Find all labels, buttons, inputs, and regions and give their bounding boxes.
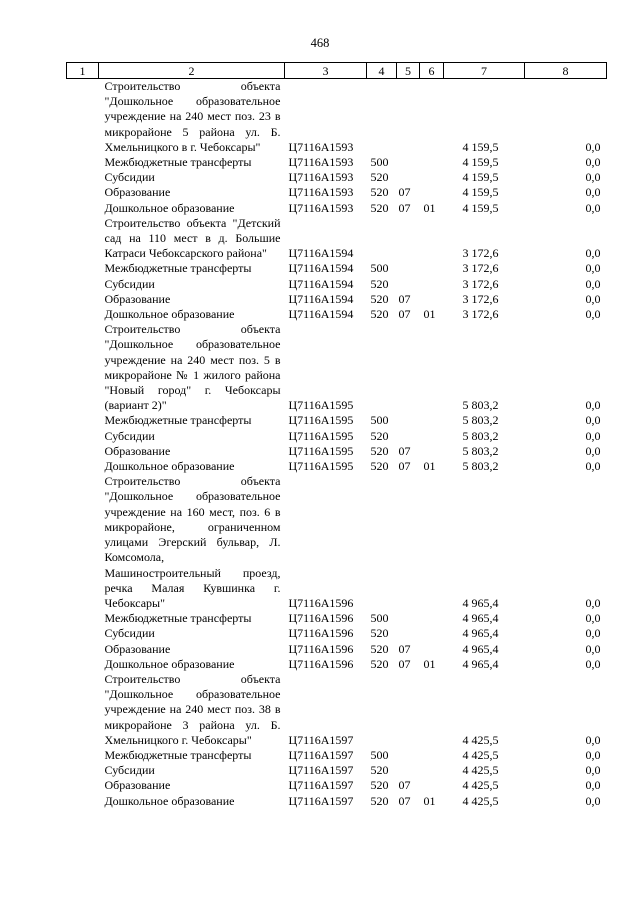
- cell-section: 07: [398, 185, 411, 200]
- cell-amount: 4 159,5: [462, 200, 499, 215]
- cell-name: Образование: [104, 185, 171, 200]
- cell-name: Субсидии: [104, 428, 155, 443]
- cell-subsection: [420, 261, 444, 276]
- cell-expense-group: [367, 322, 397, 413]
- cell-name: Строительство объекта "Детский сад на 110 мест в д. Большие Катраси Чебоксарского района": [104, 215, 281, 261]
- cell-subsection: 01: [423, 793, 436, 808]
- cell-amount: 3 172,6: [462, 276, 499, 291]
- cell-expense-group: 520: [370, 778, 389, 793]
- cell-target-article: Ц7116А1596: [288, 626, 354, 641]
- column-header-1: 1: [67, 63, 99, 79]
- cell-expense-group: 520: [370, 170, 389, 185]
- cell-section: [397, 261, 420, 276]
- table-row: [67, 794, 607, 809]
- cell-target-article: Ц7116А1594: [288, 291, 354, 306]
- cell-section: [397, 626, 420, 641]
- cell-target-article: Ц7116А1596: [288, 656, 354, 671]
- cell-amount: 4 965,4: [462, 611, 499, 626]
- cell-section: 07: [398, 641, 411, 656]
- cell-target-article: Ц7116А1595: [288, 413, 354, 428]
- budget-table: [66, 62, 607, 809]
- cell-num: [67, 657, 99, 672]
- cell-subsection: [420, 155, 444, 170]
- cell-num: [67, 794, 99, 809]
- cell-num: [67, 413, 99, 428]
- cell-amount-2: 0,0: [585, 459, 601, 474]
- cell-subsection: [420, 444, 444, 459]
- cell-amount-2: 0,0: [585, 641, 601, 656]
- cell-expense-group: 520: [370, 656, 389, 671]
- cell-expense-group: 520: [370, 626, 389, 641]
- cell-section: [397, 748, 420, 763]
- cell-name: Дошкольное образование: [104, 200, 235, 215]
- cell-name: Межбюджетные трансферты: [104, 747, 252, 762]
- cell-expense-group: [367, 216, 397, 262]
- cell-expense-group: 520: [370, 459, 389, 474]
- cell-amount: 5 803,2: [462, 443, 499, 458]
- cell-target-article: Ц7116А1595: [288, 443, 354, 458]
- cell-amount-2: 0,0: [585, 778, 601, 793]
- cell-amount: 4 425,5: [462, 732, 499, 747]
- cell-section: 07: [398, 793, 411, 808]
- cell-subsection: 01: [423, 459, 436, 474]
- table-row: [67, 170, 607, 185]
- cell-amount: 4 159,5: [462, 170, 499, 185]
- cell-amount-2: 0,0: [585, 763, 601, 778]
- cell-amount: 4 425,5: [462, 778, 499, 793]
- cell-amount: 5 803,2: [462, 459, 499, 474]
- cell-subsection: [420, 79, 444, 156]
- cell-amount-2: 0,0: [585, 155, 601, 170]
- cell-amount-2: 0,0: [585, 200, 601, 215]
- cell-num: [67, 155, 99, 170]
- cell-section: [397, 277, 420, 292]
- cell-section: [397, 611, 420, 626]
- table-row: [67, 429, 607, 444]
- cell-num: [67, 444, 99, 459]
- cell-subsection: 01: [423, 200, 436, 215]
- cell-amount-2: 0,0: [585, 732, 601, 747]
- cell-section: 07: [398, 291, 411, 306]
- cell-expense-group: 500: [370, 261, 389, 276]
- table-row: [67, 642, 607, 657]
- cell-target-article: Ц7116А1593: [288, 155, 354, 170]
- table-row: [67, 201, 607, 216]
- table-row: [67, 626, 607, 641]
- cell-num: [67, 79, 99, 156]
- table-row: [67, 763, 607, 778]
- cell-expense-group: 500: [370, 155, 389, 170]
- cell-num: [67, 626, 99, 641]
- column-header-2: 2: [99, 63, 285, 79]
- column-header-4: 4: [367, 63, 397, 79]
- column-header-3: 3: [285, 63, 367, 79]
- cell-subsection: 01: [423, 307, 436, 322]
- cell-expense-group: 500: [370, 413, 389, 428]
- cell-name: Субсидии: [104, 170, 155, 185]
- cell-num: [67, 748, 99, 763]
- cell-amount-2: 0,0: [585, 276, 601, 291]
- cell-name: Межбюджетные трансферты: [104, 413, 252, 428]
- cell-target-article: Ц7116А1596: [288, 611, 354, 626]
- cell-amount-2: 0,0: [585, 398, 601, 413]
- cell-amount: 5 803,2: [462, 428, 499, 443]
- cell-amount-2: 0,0: [585, 611, 601, 626]
- cell-amount: 4 965,4: [462, 656, 499, 671]
- header-row: [67, 63, 607, 79]
- cell-expense-group: 520: [370, 307, 389, 322]
- cell-target-article: Ц7116А1595: [288, 459, 354, 474]
- table-row: [67, 216, 607, 262]
- cell-name: Дошкольное образование: [104, 656, 235, 671]
- cell-num: [67, 459, 99, 474]
- table-row: [67, 657, 607, 672]
- cell-name: Строительство объекта "Дошкольное образовательное учреждение на 160 мест, поз. 6 в микрорайоне, ограниченном улицами Эгерский бульвар, Л. Комсомола, Машиностроительный проезд, речка Малая Кувшинка г. Чебоксары": [104, 474, 281, 610]
- cell-target-article: Ц7116А1595: [288, 428, 354, 443]
- cell-section: [397, 413, 420, 428]
- cell-num: [67, 763, 99, 778]
- table-row: [67, 778, 607, 793]
- cell-subsection: [420, 185, 444, 200]
- cell-amount-2: 0,0: [585, 413, 601, 428]
- cell-name: Дошкольное образование: [104, 459, 235, 474]
- cell-section: 07: [398, 200, 411, 215]
- cell-expense-group: [367, 474, 397, 611]
- cell-name: Межбюджетные трансферты: [104, 261, 252, 276]
- cell-amount-2: 0,0: [585, 139, 601, 154]
- cell-section: [397, 429, 420, 444]
- cell-name: Субсидии: [104, 763, 155, 778]
- cell-target-article: Ц7116А1594: [288, 246, 354, 261]
- cell-subsection: [420, 642, 444, 657]
- cell-subsection: [420, 429, 444, 444]
- cell-amount-2: 0,0: [585, 595, 601, 610]
- table-row: [67, 261, 607, 276]
- table-row: [67, 155, 607, 170]
- cell-expense-group: 520: [370, 641, 389, 656]
- column-header-8: 8: [525, 63, 607, 79]
- column-header-7: 7: [444, 63, 525, 79]
- cell-amount: 4 965,4: [462, 595, 499, 610]
- cell-expense-group: [367, 672, 397, 748]
- cell-target-article: Ц7116А1597: [288, 763, 354, 778]
- cell-amount-2: 0,0: [585, 428, 601, 443]
- cell-num: [67, 261, 99, 276]
- cell-target-article: Ц7116А1594: [288, 261, 354, 276]
- cell-name: Межбюджетные трансферты: [104, 611, 252, 626]
- cell-amount: 4 425,5: [462, 747, 499, 762]
- cell-amount: 3 172,6: [462, 246, 499, 261]
- table-row: [67, 79, 607, 156]
- cell-num: [67, 292, 99, 307]
- cell-expense-group: 520: [370, 428, 389, 443]
- cell-target-article: Ц7116А1593: [288, 139, 354, 154]
- cell-amount-2: 0,0: [585, 443, 601, 458]
- cell-target-article: Ц7116А1593: [288, 170, 354, 185]
- cell-subsection: [420, 277, 444, 292]
- cell-subsection: [420, 292, 444, 307]
- cell-num: [67, 672, 99, 748]
- cell-target-article: Ц7116А1597: [288, 732, 354, 747]
- cell-name: Дошкольное образование: [104, 307, 235, 322]
- cell-num: [67, 307, 99, 322]
- table-row: [67, 474, 607, 611]
- cell-name: Межбюджетные трансферты: [104, 155, 252, 170]
- cell-amount-2: 0,0: [585, 747, 601, 762]
- cell-amount: 4 159,5: [462, 185, 499, 200]
- cell-target-article: Ц7116А1594: [288, 276, 354, 291]
- cell-amount: 3 172,6: [462, 291, 499, 306]
- table-row: [67, 444, 607, 459]
- cell-amount: 4 425,5: [462, 793, 499, 808]
- cell-amount-2: 0,0: [585, 626, 601, 641]
- cell-amount: 5 803,2: [462, 413, 499, 428]
- cell-section: [397, 79, 420, 156]
- cell-expense-group: 500: [370, 611, 389, 626]
- cell-subsection: [420, 763, 444, 778]
- table-row: [67, 413, 607, 428]
- cell-amount: 3 172,6: [462, 307, 499, 322]
- cell-expense-group: 520: [370, 443, 389, 458]
- cell-target-article: Ц7116А1597: [288, 747, 354, 762]
- cell-subsection: 01: [423, 656, 436, 671]
- cell-target-article: Ц7116А1596: [288, 641, 354, 656]
- cell-target-article: Ц7116А1593: [288, 200, 354, 215]
- cell-section: [397, 672, 420, 748]
- cell-section: 07: [398, 307, 411, 322]
- cell-subsection: [420, 778, 444, 793]
- table-row: [67, 292, 607, 307]
- table-row: [67, 672, 607, 748]
- cell-amount-2: 0,0: [585, 291, 601, 306]
- cell-amount-2: 0,0: [585, 261, 601, 276]
- cell-subsection: [420, 170, 444, 185]
- column-header-6: 6: [420, 63, 444, 79]
- cell-target-article: Ц7116А1596: [288, 595, 354, 610]
- cell-section: 07: [398, 459, 411, 474]
- cell-amount-2: 0,0: [585, 307, 601, 322]
- cell-subsection: [420, 474, 444, 611]
- cell-target-article: Ц7116А1594: [288, 307, 354, 322]
- cell-name: Строительство объекта "Дошкольное образовательное учреждение на 240 мест поз. 38 в микрорайоне 3 района ул. Б. Хмельницкого г. Чебоксары": [104, 671, 281, 747]
- cell-num: [67, 429, 99, 444]
- cell-amount: 3 172,6: [462, 261, 499, 276]
- cell-num: [67, 201, 99, 216]
- cell-subsection: [420, 672, 444, 748]
- cell-num: [67, 216, 99, 262]
- cell-target-article: Ц7116А1597: [288, 778, 354, 793]
- cell-amount-2: 0,0: [585, 793, 601, 808]
- page-number: 468: [310, 36, 330, 50]
- table-row: [67, 185, 607, 200]
- cell-section: [397, 322, 420, 413]
- cell-subsection: [420, 748, 444, 763]
- cell-amount: 4 425,5: [462, 763, 499, 778]
- cell-section: [397, 170, 420, 185]
- cell-name: Субсидии: [104, 276, 155, 291]
- cell-expense-group: 520: [370, 763, 389, 778]
- cell-name: Строительство объекта "Дошкольное образовательное учреждение на 240 мест поз. 23 в микрорайоне 5 района ул. Б. Хмельницкого в г. Чебоксары": [104, 79, 281, 154]
- cell-section: 07: [398, 778, 411, 793]
- cell-amount: 4 965,4: [462, 641, 499, 656]
- cell-section: [397, 155, 420, 170]
- table-header: [67, 63, 607, 79]
- cell-target-article: Ц7116А1595: [288, 398, 354, 413]
- cell-num: [67, 185, 99, 200]
- cell-section: [397, 216, 420, 262]
- cell-amount-2: 0,0: [585, 246, 601, 261]
- table-row: [67, 307, 607, 322]
- cell-expense-group: 520: [370, 793, 389, 808]
- cell-num: [67, 778, 99, 793]
- cell-section: [397, 763, 420, 778]
- cell-amount: 4 159,5: [462, 139, 499, 154]
- cell-expense-group: 500: [370, 747, 389, 762]
- cell-section: [397, 474, 420, 611]
- cell-name: Образование: [104, 443, 171, 458]
- cell-subsection: [420, 626, 444, 641]
- cell-name: Субсидии: [104, 626, 155, 641]
- cell-section: 07: [398, 443, 411, 458]
- cell-name: Образование: [104, 291, 171, 306]
- cell-num: [67, 474, 99, 611]
- table-row: [67, 277, 607, 292]
- cell-num: [67, 170, 99, 185]
- cell-num: [67, 277, 99, 292]
- cell-name: Образование: [104, 641, 171, 656]
- cell-target-article: Ц7116А1593: [288, 185, 354, 200]
- cell-expense-group: 520: [370, 185, 389, 200]
- table-body: [67, 79, 607, 809]
- cell-expense-group: 520: [370, 200, 389, 215]
- cell-subsection: [420, 611, 444, 626]
- cell-num: [67, 642, 99, 657]
- cell-amount: 4 159,5: [462, 155, 499, 170]
- cell-amount-2: 0,0: [585, 170, 601, 185]
- table-row: [67, 459, 607, 474]
- cell-num: [67, 611, 99, 626]
- cell-amount-2: 0,0: [585, 185, 601, 200]
- cell-amount-2: 0,0: [585, 656, 601, 671]
- cell-name: Образование: [104, 778, 171, 793]
- table-row: [67, 748, 607, 763]
- cell-name: Дошкольное образование: [104, 793, 235, 808]
- cell-target-article: Ц7116А1597: [288, 793, 354, 808]
- table-row: [67, 322, 607, 413]
- column-header-5: 5: [397, 63, 420, 79]
- table-row: [67, 611, 607, 626]
- cell-subsection: [420, 322, 444, 413]
- cell-subsection: [420, 216, 444, 262]
- cell-expense-group: 520: [370, 276, 389, 291]
- cell-expense-group: 520: [370, 291, 389, 306]
- cell-num: [67, 322, 99, 413]
- cell-amount: 5 803,2: [462, 398, 499, 413]
- cell-section: 07: [398, 656, 411, 671]
- cell-amount: 4 965,4: [462, 626, 499, 641]
- cell-name: Строительство объекта "Дошкольное образовательное учреждение на 240 мест поз. 5 в микрорайоне № 1 жилого района "Новый город" г. Чебоксары (вариант 2)": [104, 322, 281, 413]
- cell-subsection: [420, 413, 444, 428]
- cell-expense-group: [367, 79, 397, 156]
